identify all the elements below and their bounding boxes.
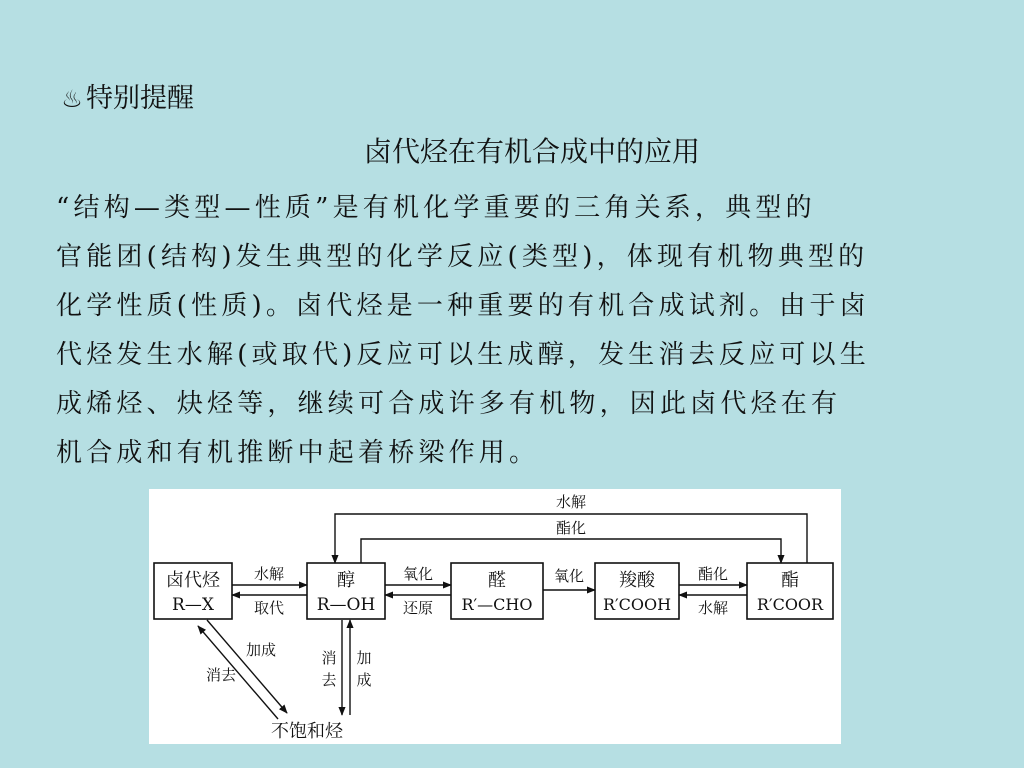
label-alcohol-elimination-2: 去 — [321, 671, 337, 689]
label-ester-hydrolysis: 水解 — [697, 599, 729, 617]
page-title: 卤代烃在有机合成中的应用 — [363, 135, 700, 168]
section-heading-text: 特别提醒 — [86, 83, 194, 114]
arrow-alcohol-to-ester — [361, 539, 781, 563]
label-acid-esterification: 酯化 — [697, 565, 729, 583]
ester-formula: R′COOR — [756, 595, 824, 614]
acid-formula: R′COOH — [602, 595, 672, 614]
paragraph-line: “结构—类型—性质”是有机化学重要的三角关系，典型的 — [56, 193, 816, 223]
label-hx-elimination: 消去 — [205, 666, 237, 684]
reaction-diagram-svg — [149, 489, 841, 744]
paragraph-line: 机合成和有机推断中起着桥梁作用。 — [56, 438, 540, 468]
label-alcohol-addition-1: 加 — [356, 649, 372, 667]
alcohol-formula: R—OH — [316, 595, 376, 615]
haloalkane-formula: R—X — [172, 595, 214, 615]
paragraph-line: 代烃发生水解(或取代)反应可以生成醇，发生消去反应可以生 — [56, 340, 870, 370]
ester-name: 酯 — [781, 570, 799, 591]
label-top-hydrolysis: 水解 — [555, 493, 587, 511]
label-alcohol-addition-2: 成 — [356, 671, 372, 689]
alkene-name: 不饱和烃 — [271, 721, 343, 742]
reaction-diagram — [149, 489, 841, 744]
paragraph-line: 官能团(结构)发生典型的化学反应(类型)，体现有机物典型的 — [56, 242, 869, 272]
label-aldehyde-oxidation: 氧化 — [553, 567, 585, 585]
label-aldehyde-reduction: 还原 — [402, 599, 434, 617]
paragraph-line: 成烯烃、炔烃等，继续可合成许多有机物，因此卤代烃在有 — [56, 389, 842, 419]
label-alcohol-elimination-1: 消 — [321, 649, 337, 667]
hot-springs-icon: ♨ — [61, 85, 83, 113]
paragraph-line: 化学性质(性质)。卤代烃是一种重要的有机合成试剂。由于卤 — [56, 291, 870, 321]
label-hx-addition: 加成 — [245, 641, 277, 659]
aldehyde-formula: R′—CHO — [461, 595, 533, 614]
label-hx-hydrolysis: 水解 — [253, 565, 285, 583]
label-alcohol-oxidation: 氧化 — [402, 565, 434, 583]
section-heading — [58, 82, 194, 116]
body-paragraph — [56, 184, 968, 478]
acid-name: 羧酸 — [619, 570, 655, 591]
haloalkane-name: 卤代烃 — [166, 570, 220, 591]
label-alcohol-substitution: 取代 — [253, 599, 285, 617]
label-top-esterification: 酯化 — [555, 519, 587, 537]
aldehyde-name: 醛 — [488, 570, 506, 591]
alcohol-name: 醇 — [337, 570, 355, 591]
